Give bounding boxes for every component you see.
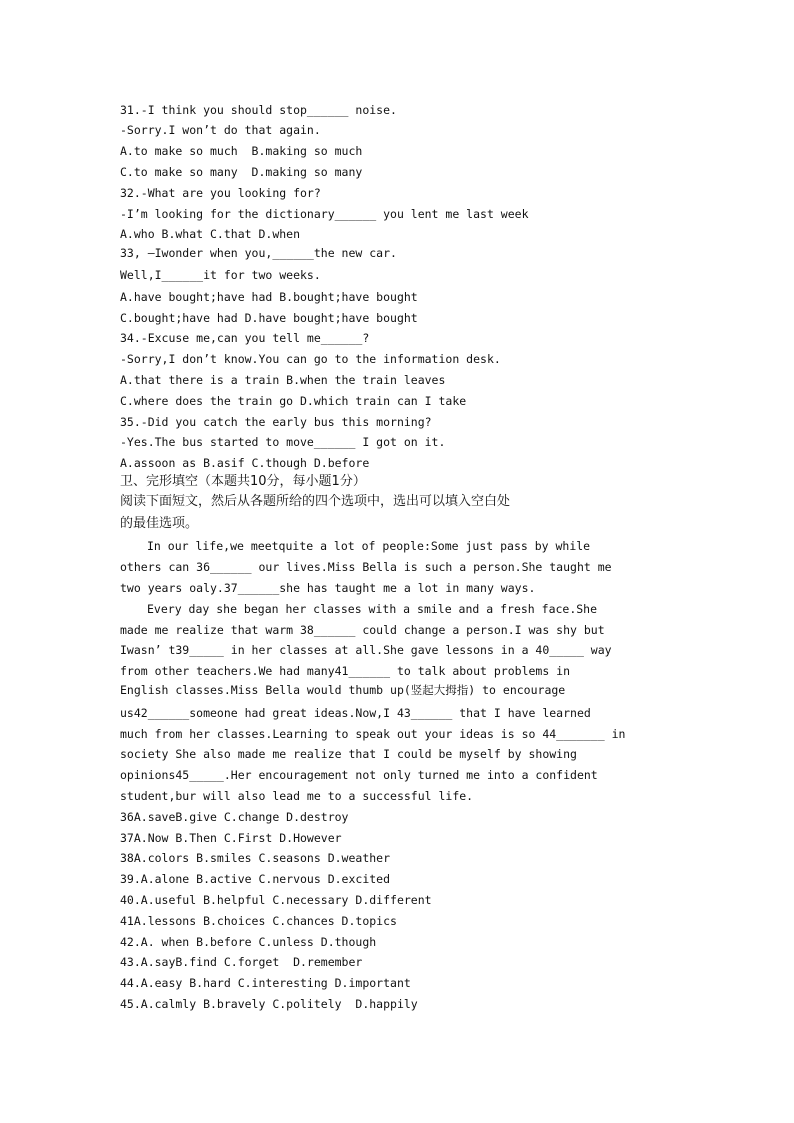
q32-response: -I’m looking for the dictionary______ you lent me last week [120,207,529,221]
q31-stem: 31.-I think you should stop______ noise. [120,103,397,117]
q33-stem: 33, —Iwonder when you,______the new car. [120,246,397,260]
passage-line: made me realize that warm 38______ could change a person.I was shy but [120,623,605,637]
section-instruction-line2: 的最佳选项。 [120,516,199,531]
q33-options-cd: C.bought;have had D.have bought;have bought [120,311,418,325]
q39-options: 39.A.alone B.active C.nervous D.excited [120,872,391,886]
passage-line: English classes.Miss Bella would thumb up(竖起大拇指) to encourage [120,683,566,697]
q31-options-cd: C.to make so many D.making so many [120,165,363,179]
q38-options: 38A.colors B.smiles C.seasons D.weather [120,851,391,865]
q35-stem: 35.-Did you catch the early bus this morning? [120,415,432,429]
passage-line: two years oaly.37______she has taught me a lot in many ways. [120,581,536,595]
q43-options: 43.A.sayB.find C.forget D.remember [120,955,363,969]
q33-response: Well,I______it for two weeks. [120,268,321,282]
q34-response: -Sorry,I don’t know.You can go to the information desk. [120,352,501,366]
q32-stem: 32.-What are you looking for? [120,186,321,200]
q34-options-ab: A.that there is a train B.when the train leaves [120,373,446,387]
q40-options: 40.A.useful B.helpful C.necessary D.different [120,893,432,907]
passage-line: others can 36______ our lives.Miss Bella is such a person.She taught me [120,560,612,574]
passage-line: student,bur will also lead me to a successful life. [120,789,474,803]
q35-options: A.assoon as B.asif C.though D.before [120,456,370,470]
q37-options: 37A.Now B.Then C.First D.However [120,831,342,845]
q31-response: -Sorry.I won’t do that again. [120,123,321,137]
section-instruction-line1: 阅读下面短文，然后从各题所给的四个选项中，选出可以填入空白处 [120,494,511,509]
q34-stem: 34.-Excuse me,can you tell me______? [120,331,370,345]
q45-options: 45.A.calmly B.bravely C.politely D.happily [120,997,418,1011]
q44-options: 44.A.easy B.hard C.interesting D.important [120,976,411,990]
q31-options-ab: A.to make so much B.making so much [120,144,363,158]
passage-line: opinions45_____.Her encouragement not only turned me into a confident [120,768,598,782]
section-heading: 卫、完形填空（本题共10分，每小题1分） [120,474,366,489]
q34-options-cd: C.where does the train go D.which train can I take [120,394,467,408]
q41-options: 41A.lessons B.choices C.chances D.topics [120,914,397,928]
q42-options: 42.A. when B.before C.unless D.though [120,935,377,949]
passage-line: society She also made me realize that I could be myself by showing [120,747,577,761]
q32-options: A.who B.what C.that D.when [120,227,301,241]
passage-line: much from her classes.Learning to speak out your ideas is so 44_______ in [120,727,626,741]
passage-line: Iwasn’ t39_____ in her classes at all.She gave lessons in a 40_____ way [120,643,612,657]
passage-line: Every day she began her classes with a smile and a fresh face.She [147,602,598,616]
q35-response: -Yes.The bus started to move______ I got on it. [120,435,446,449]
passage-line: In our life,we meetquite a lot of people:Some just pass by while [147,539,591,553]
q36-options: 36A.saveB.give C.change D.destroy [120,810,349,824]
passage-line: from other teachers.We had many41______ to talk about problems in [120,664,571,678]
passage-line: us42______someone had great ideas.Now,I 43______ that I have learned [120,706,591,720]
q33-options-ab: A.have bought;have had B.bought;have bought [120,290,418,304]
